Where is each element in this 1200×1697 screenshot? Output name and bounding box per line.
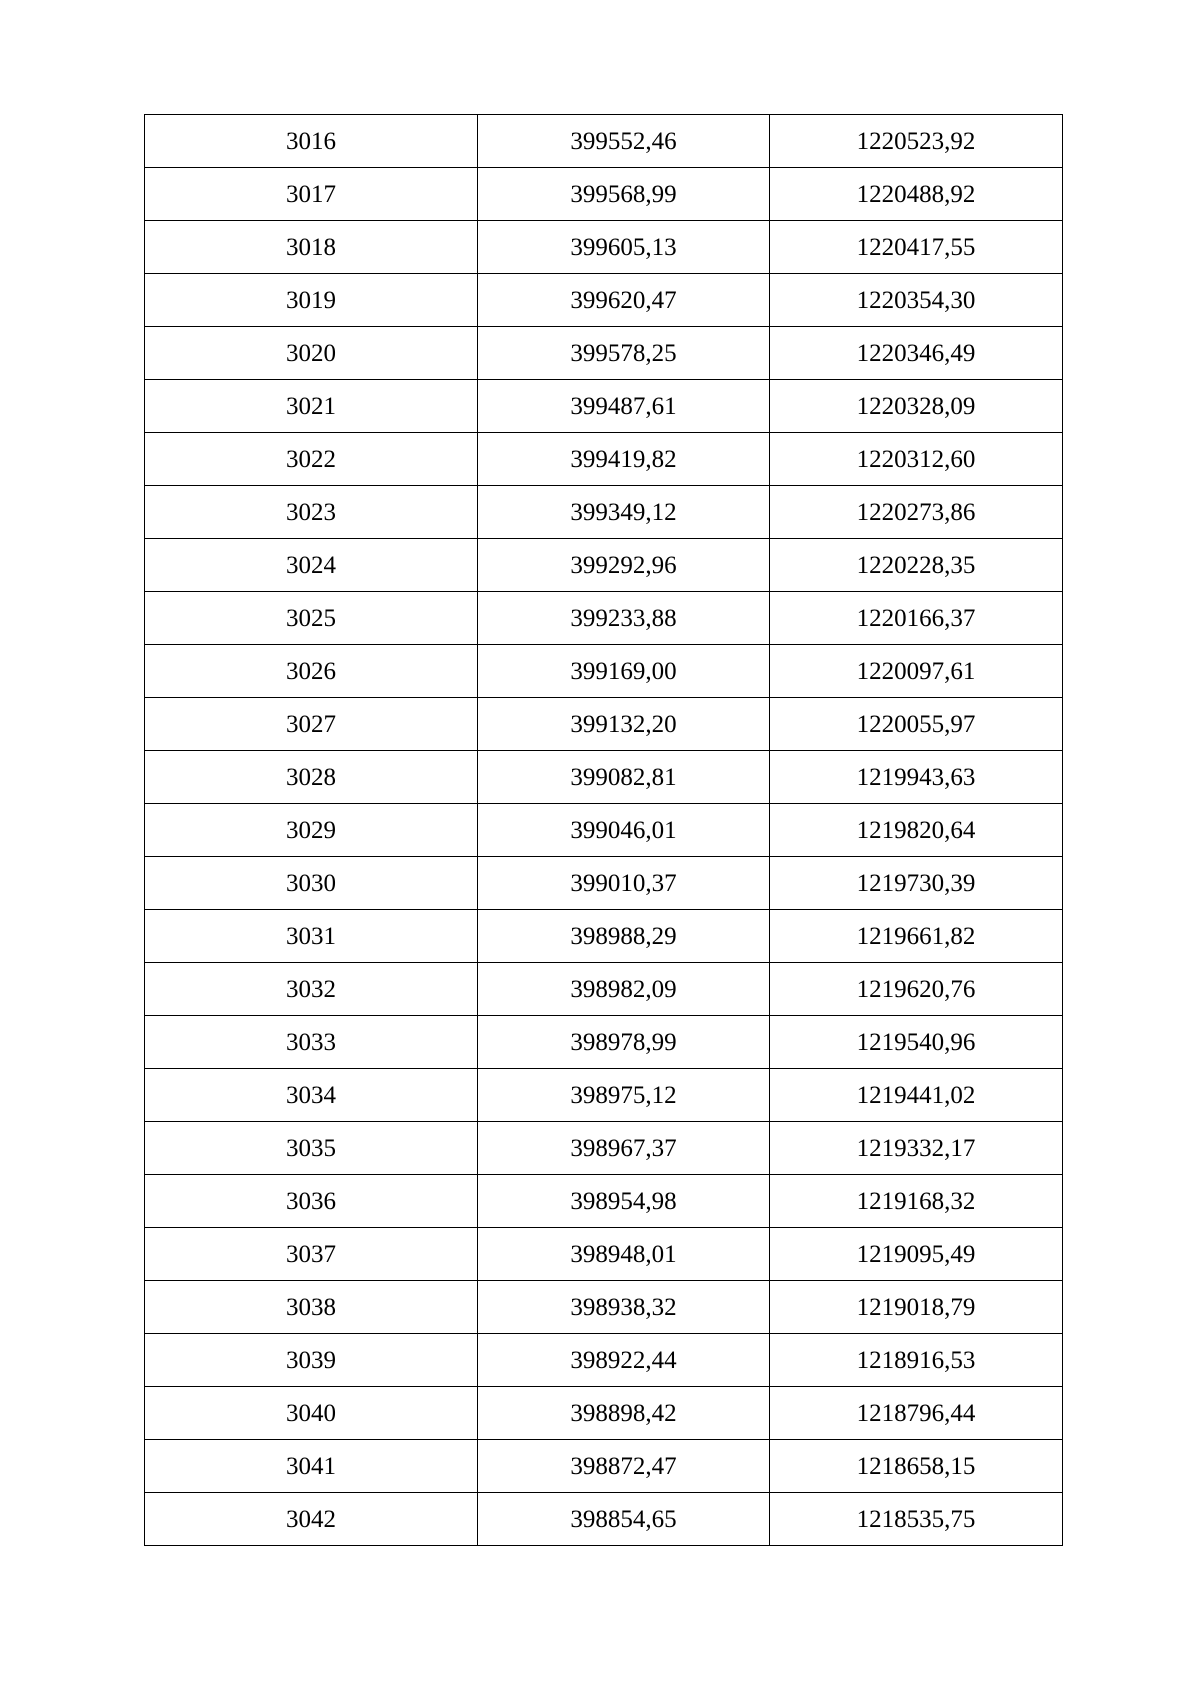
point-number-cell: 3020 — [145, 327, 478, 380]
x-coordinate-cell: 399132,20 — [478, 698, 770, 751]
x-coordinate-cell: 399292,96 — [478, 539, 770, 592]
table-row — [145, 1175, 1063, 1228]
table-row — [145, 539, 1063, 592]
y-coordinate-cell: 1219018,79 — [770, 1281, 1063, 1334]
point-number-cell: 3035 — [145, 1122, 478, 1175]
table-row — [145, 1387, 1063, 1440]
table-row — [145, 433, 1063, 486]
x-coordinate-cell: 398948,01 — [478, 1228, 770, 1281]
table-row — [145, 1228, 1063, 1281]
point-number-cell: 3022 — [145, 433, 478, 486]
table-row — [145, 1334, 1063, 1387]
y-coordinate-cell: 1219441,02 — [770, 1069, 1063, 1122]
table-row — [145, 1493, 1063, 1546]
x-coordinate-cell: 399082,81 — [478, 751, 770, 804]
point-number-cell: 3038 — [145, 1281, 478, 1334]
point-number-cell: 3027 — [145, 698, 478, 751]
table-row — [145, 857, 1063, 910]
y-coordinate-cell: 1220523,92 — [770, 115, 1063, 168]
y-coordinate-cell: 1220097,61 — [770, 645, 1063, 698]
point-number-cell: 3037 — [145, 1228, 478, 1281]
table-row — [145, 698, 1063, 751]
x-coordinate-cell: 399046,01 — [478, 804, 770, 857]
y-coordinate-cell: 1219540,96 — [770, 1016, 1063, 1069]
y-coordinate-cell: 1220354,30 — [770, 274, 1063, 327]
y-coordinate-cell: 1220328,09 — [770, 380, 1063, 433]
point-number-cell: 3016 — [145, 115, 478, 168]
table-row — [145, 1069, 1063, 1122]
point-number-cell: 3032 — [145, 963, 478, 1016]
point-number-cell: 3024 — [145, 539, 478, 592]
x-coordinate-cell: 399233,88 — [478, 592, 770, 645]
table-row — [145, 592, 1063, 645]
table-row — [145, 168, 1063, 221]
point-number-cell: 3041 — [145, 1440, 478, 1493]
y-coordinate-cell: 1218535,75 — [770, 1493, 1063, 1546]
y-coordinate-cell: 1219620,76 — [770, 963, 1063, 1016]
table-row — [145, 963, 1063, 1016]
table-row — [145, 751, 1063, 804]
y-coordinate-cell: 1219661,82 — [770, 910, 1063, 963]
x-coordinate-cell: 398978,99 — [478, 1016, 770, 1069]
x-coordinate-cell: 399552,46 — [478, 115, 770, 168]
table-row — [145, 380, 1063, 433]
x-coordinate-cell: 399169,00 — [478, 645, 770, 698]
table-row — [145, 221, 1063, 274]
point-number-cell: 3025 — [145, 592, 478, 645]
point-number-cell: 3017 — [145, 168, 478, 221]
y-coordinate-cell: 1220273,86 — [770, 486, 1063, 539]
y-coordinate-cell: 1219820,64 — [770, 804, 1063, 857]
point-number-cell: 3026 — [145, 645, 478, 698]
x-coordinate-cell: 398898,42 — [478, 1387, 770, 1440]
x-coordinate-cell: 398982,09 — [478, 963, 770, 1016]
table-row — [145, 910, 1063, 963]
point-number-cell: 3021 — [145, 380, 478, 433]
x-coordinate-cell: 398967,37 — [478, 1122, 770, 1175]
y-coordinate-cell: 1218796,44 — [770, 1387, 1063, 1440]
table-row — [145, 274, 1063, 327]
point-number-cell: 3018 — [145, 221, 478, 274]
y-coordinate-cell: 1219730,39 — [770, 857, 1063, 910]
table-row — [145, 645, 1063, 698]
table-row — [145, 1281, 1063, 1334]
y-coordinate-cell: 1220166,37 — [770, 592, 1063, 645]
point-number-cell: 3033 — [145, 1016, 478, 1069]
x-coordinate-cell: 398922,44 — [478, 1334, 770, 1387]
point-number-cell: 3040 — [145, 1387, 478, 1440]
x-coordinate-cell: 399605,13 — [478, 221, 770, 274]
y-coordinate-cell: 1218658,15 — [770, 1440, 1063, 1493]
coordinates-table — [144, 114, 1063, 1546]
point-number-cell: 3031 — [145, 910, 478, 963]
y-coordinate-cell: 1220228,35 — [770, 539, 1063, 592]
point-number-cell: 3039 — [145, 1334, 478, 1387]
x-coordinate-cell: 398954,98 — [478, 1175, 770, 1228]
x-coordinate-cell: 399349,12 — [478, 486, 770, 539]
point-number-cell: 3028 — [145, 751, 478, 804]
y-coordinate-cell: 1220346,49 — [770, 327, 1063, 380]
point-number-cell: 3023 — [145, 486, 478, 539]
table-row — [145, 1440, 1063, 1493]
x-coordinate-cell: 399578,25 — [478, 327, 770, 380]
x-coordinate-cell: 399487,61 — [478, 380, 770, 433]
y-coordinate-cell: 1220488,92 — [770, 168, 1063, 221]
y-coordinate-cell: 1219168,32 — [770, 1175, 1063, 1228]
point-number-cell: 3034 — [145, 1069, 478, 1122]
point-number-cell: 3029 — [145, 804, 478, 857]
table-row — [145, 804, 1063, 857]
y-coordinate-cell: 1220312,60 — [770, 433, 1063, 486]
y-coordinate-cell: 1219332,17 — [770, 1122, 1063, 1175]
y-coordinate-cell: 1220417,55 — [770, 221, 1063, 274]
x-coordinate-cell: 399419,82 — [478, 433, 770, 486]
table-row — [145, 1122, 1063, 1175]
point-number-cell: 3036 — [145, 1175, 478, 1228]
point-number-cell: 3042 — [145, 1493, 478, 1546]
coordinates-table-body — [145, 115, 1063, 1546]
x-coordinate-cell: 399620,47 — [478, 274, 770, 327]
x-coordinate-cell: 398988,29 — [478, 910, 770, 963]
x-coordinate-cell: 398854,65 — [478, 1493, 770, 1546]
table-row — [145, 1016, 1063, 1069]
x-coordinate-cell: 399568,99 — [478, 168, 770, 221]
y-coordinate-cell: 1218916,53 — [770, 1334, 1063, 1387]
point-number-cell: 3030 — [145, 857, 478, 910]
x-coordinate-cell: 398975,12 — [478, 1069, 770, 1122]
table-row — [145, 486, 1063, 539]
point-number-cell: 3019 — [145, 274, 478, 327]
x-coordinate-cell: 399010,37 — [478, 857, 770, 910]
table-row — [145, 115, 1063, 168]
x-coordinate-cell: 398938,32 — [478, 1281, 770, 1334]
y-coordinate-cell: 1219095,49 — [770, 1228, 1063, 1281]
table-row — [145, 327, 1063, 380]
x-coordinate-cell: 398872,47 — [478, 1440, 770, 1493]
y-coordinate-cell: 1219943,63 — [770, 751, 1063, 804]
y-coordinate-cell: 1220055,97 — [770, 698, 1063, 751]
